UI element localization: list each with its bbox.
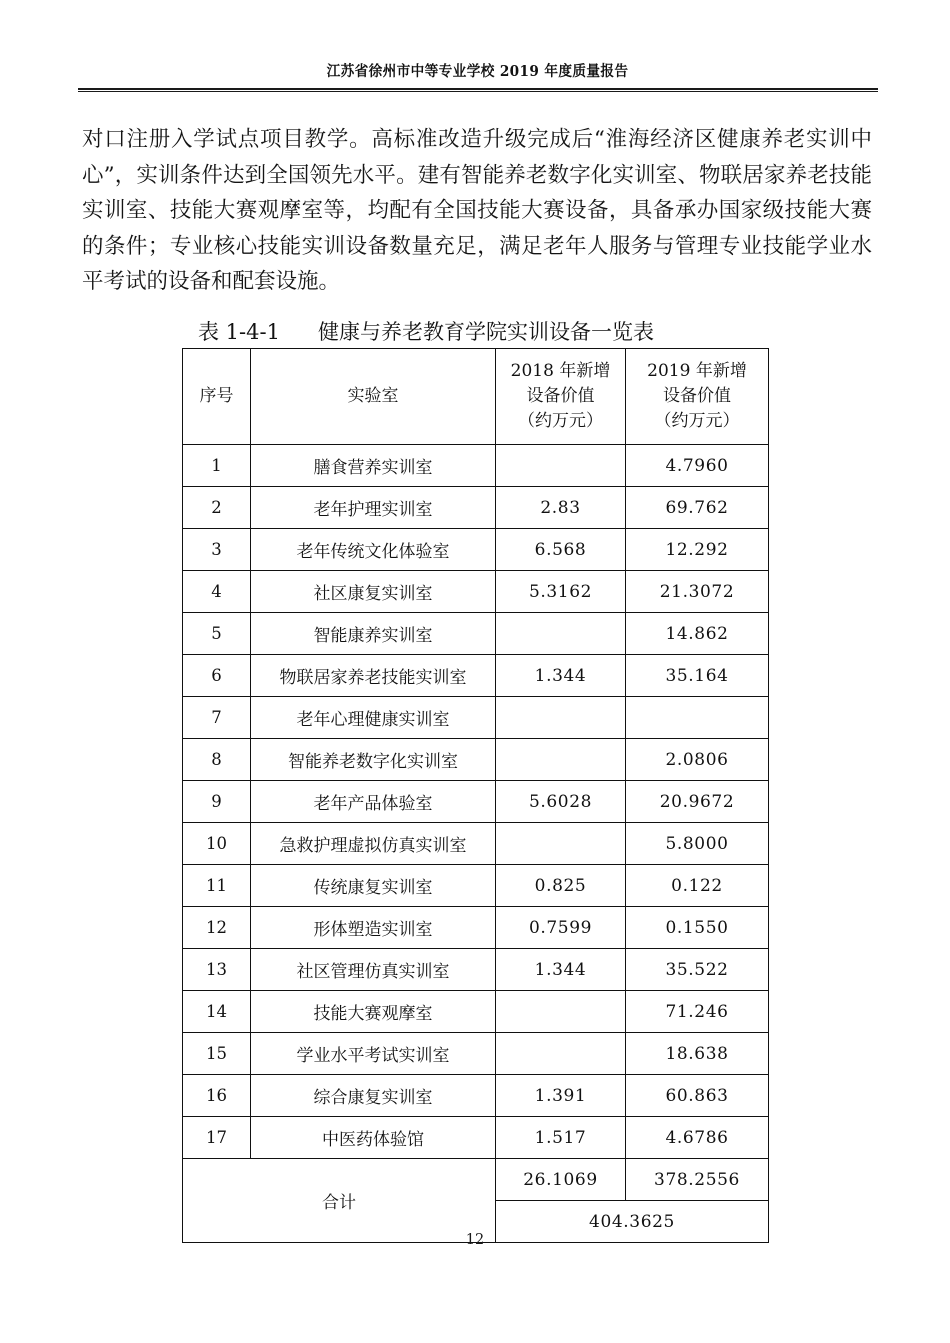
cell-lab-name: 物联居家养老技能实训室	[251, 655, 496, 697]
cell-value-2018: 5.3162	[496, 571, 626, 613]
table-row	[183, 949, 769, 991]
cell-row-number: 11	[183, 865, 251, 907]
cell-row-number: 14	[183, 991, 251, 1033]
cell-value-2018	[496, 445, 626, 487]
cell-row-number: 12	[183, 907, 251, 949]
cell-row-number: 2	[183, 487, 251, 529]
table-row	[183, 655, 769, 697]
cell-lab-name: 中医药体验馆	[251, 1117, 496, 1159]
cell-value-2018: 0.825	[496, 865, 626, 907]
cell-value-2019: 35.164	[626, 655, 769, 697]
table-row	[183, 1075, 769, 1117]
table-row	[183, 907, 769, 949]
cell-value-2019: 5.8000	[626, 823, 769, 865]
cell-row-number: 7	[183, 697, 251, 739]
cell-value-2018: 1.344	[496, 655, 626, 697]
cell-row-number: 13	[183, 949, 251, 991]
cell-row-number: 1	[183, 445, 251, 487]
table-row	[183, 781, 769, 823]
table-caption-title: 健康与养老教育学院实训设备一览表	[317, 320, 654, 344]
running-head	[78, 60, 878, 81]
cell-value-2018: 1.391	[496, 1075, 626, 1117]
cell-value-2019: 4.7960	[626, 445, 769, 487]
column-header-no: 序号	[183, 349, 251, 445]
cell-value-2019: 2.0806	[626, 739, 769, 781]
cell-value-2018	[496, 1033, 626, 1075]
cell-row-number: 3	[183, 529, 251, 571]
cell-row-number: 15	[183, 1033, 251, 1075]
cell-lab-name: 膳食营养实训室	[251, 445, 496, 487]
cell-lab-name: 老年传统文化体验室	[251, 529, 496, 571]
table-row	[183, 613, 769, 655]
table-row	[183, 571, 769, 613]
cell-row-number: 5	[183, 613, 251, 655]
cell-value-2018	[496, 739, 626, 781]
cell-value-2018: 6.568	[496, 529, 626, 571]
table-row	[183, 487, 769, 529]
header-rule-thin	[78, 91, 878, 92]
cell-value-2018	[496, 613, 626, 655]
cell-value-2018	[496, 991, 626, 1033]
table-row	[183, 739, 769, 781]
cell-value-2018: 2.83	[496, 487, 626, 529]
cell-lab-name: 传统康复实训室	[251, 865, 496, 907]
cell-row-number: 9	[183, 781, 251, 823]
equipment-table-footer	[183, 1159, 769, 1243]
running-head-text: 江苏省徐州市中等专业学校 2019 年度质量报告	[327, 63, 629, 80]
table-caption-number: 表 1-4-1	[198, 320, 280, 344]
cell-value-2019: 14.862	[626, 613, 769, 655]
page-number: 12	[465, 1232, 485, 1248]
cell-row-number: 4	[183, 571, 251, 613]
equipment-table	[182, 348, 769, 1243]
equipment-table-container	[182, 348, 768, 1243]
column-header-lab: 实验室	[251, 349, 496, 445]
equipment-table-body	[183, 445, 769, 1159]
cell-lab-name: 智能康养实训室	[251, 613, 496, 655]
cell-value-2019: 35.522	[626, 949, 769, 991]
total-value-2018: 26.1069	[496, 1159, 626, 1201]
cell-lab-name: 社区康复实训室	[251, 571, 496, 613]
table-caption	[198, 318, 758, 346]
cell-row-number: 8	[183, 739, 251, 781]
cell-lab-name: 老年产品体验室	[251, 781, 496, 823]
column-header-value-2018	[496, 349, 626, 445]
cell-value-2018	[496, 823, 626, 865]
column-header-2018-line2: 设备价值	[526, 386, 595, 406]
header-rule-thick	[78, 88, 878, 90]
cell-lab-name: 形体塑造实训室	[251, 907, 496, 949]
cell-row-number: 10	[183, 823, 251, 865]
cell-value-2019: 20.9672	[626, 781, 769, 823]
cell-value-2019: 0.122	[626, 865, 769, 907]
cell-value-2019: 69.762	[626, 487, 769, 529]
cell-value-2019: 4.6786	[626, 1117, 769, 1159]
cell-lab-name: 智能养老数字化实训室	[251, 739, 496, 781]
cell-lab-name: 老年护理实训室	[251, 487, 496, 529]
cell-row-number: 16	[183, 1075, 251, 1117]
cell-value-2019: 21.3072	[626, 571, 769, 613]
total-value-2019: 378.2556	[626, 1159, 769, 1201]
table-row	[183, 529, 769, 571]
cell-value-2018: 5.6028	[496, 781, 626, 823]
cell-value-2019: 60.863	[626, 1075, 769, 1117]
table-row	[183, 991, 769, 1033]
total-label-cell: 合计	[183, 1159, 496, 1243]
cell-value-2018	[496, 697, 626, 739]
column-header-2019-line1: 2019 年新增	[647, 361, 747, 381]
cell-lab-name: 综合康复实训室	[251, 1075, 496, 1117]
cell-row-number: 6	[183, 655, 251, 697]
cell-value-2018: 1.517	[496, 1117, 626, 1159]
cell-value-2019: 18.638	[626, 1033, 769, 1075]
cell-value-2019	[626, 697, 769, 739]
column-header-2018-line3: （约万元）	[518, 411, 603, 431]
cell-lab-name: 学业水平考试实训室	[251, 1033, 496, 1075]
table-row	[183, 697, 769, 739]
cell-lab-name: 老年心理健康实训室	[251, 697, 496, 739]
cell-value-2018: 1.344	[496, 949, 626, 991]
column-header-2018-line1: 2018 年新增	[510, 361, 611, 381]
table-row	[183, 1033, 769, 1075]
body-paragraph: 对口注册入学试点项目教学。高标准改造升级完成后“淮海经济区健康养老实训中心”，实训条件达到全国领先水平。建有智能养老数字化实训室、物联居家养老技能实训室、技能大赛观摩室等，均配有全国技能大赛设备，具备承办国家级技能大赛的条件；专业核心技能实训设备数量充足，满足老年人服务与管理专业技能学业水平考试的设备和配套设施。	[82, 127, 872, 294]
cell-row-number: 17	[183, 1117, 251, 1159]
cell-lab-name: 急救护理虚拟仿真实训室	[251, 823, 496, 865]
table-row	[183, 865, 769, 907]
table-header-row	[183, 349, 769, 445]
cell-value-2019: 71.246	[626, 991, 769, 1033]
total-row-primary	[183, 1159, 769, 1201]
grand-total-value: 404.3625	[496, 1201, 769, 1243]
column-header-value-2019	[626, 349, 769, 445]
cell-lab-name: 技能大赛观摩室	[251, 991, 496, 1033]
header-divider-rule	[78, 88, 878, 92]
column-header-2019-line2: 设备价值	[663, 386, 731, 406]
table-row	[183, 1117, 769, 1159]
cell-lab-name: 社区管理仿真实训室	[251, 949, 496, 991]
cell-value-2019: 12.292	[626, 529, 769, 571]
cell-value-2018: 0.7599	[496, 907, 626, 949]
table-row	[183, 823, 769, 865]
column-header-2019-line3: （约万元）	[654, 411, 740, 431]
table-row	[183, 445, 769, 487]
cell-value-2019: 0.1550	[626, 907, 769, 949]
